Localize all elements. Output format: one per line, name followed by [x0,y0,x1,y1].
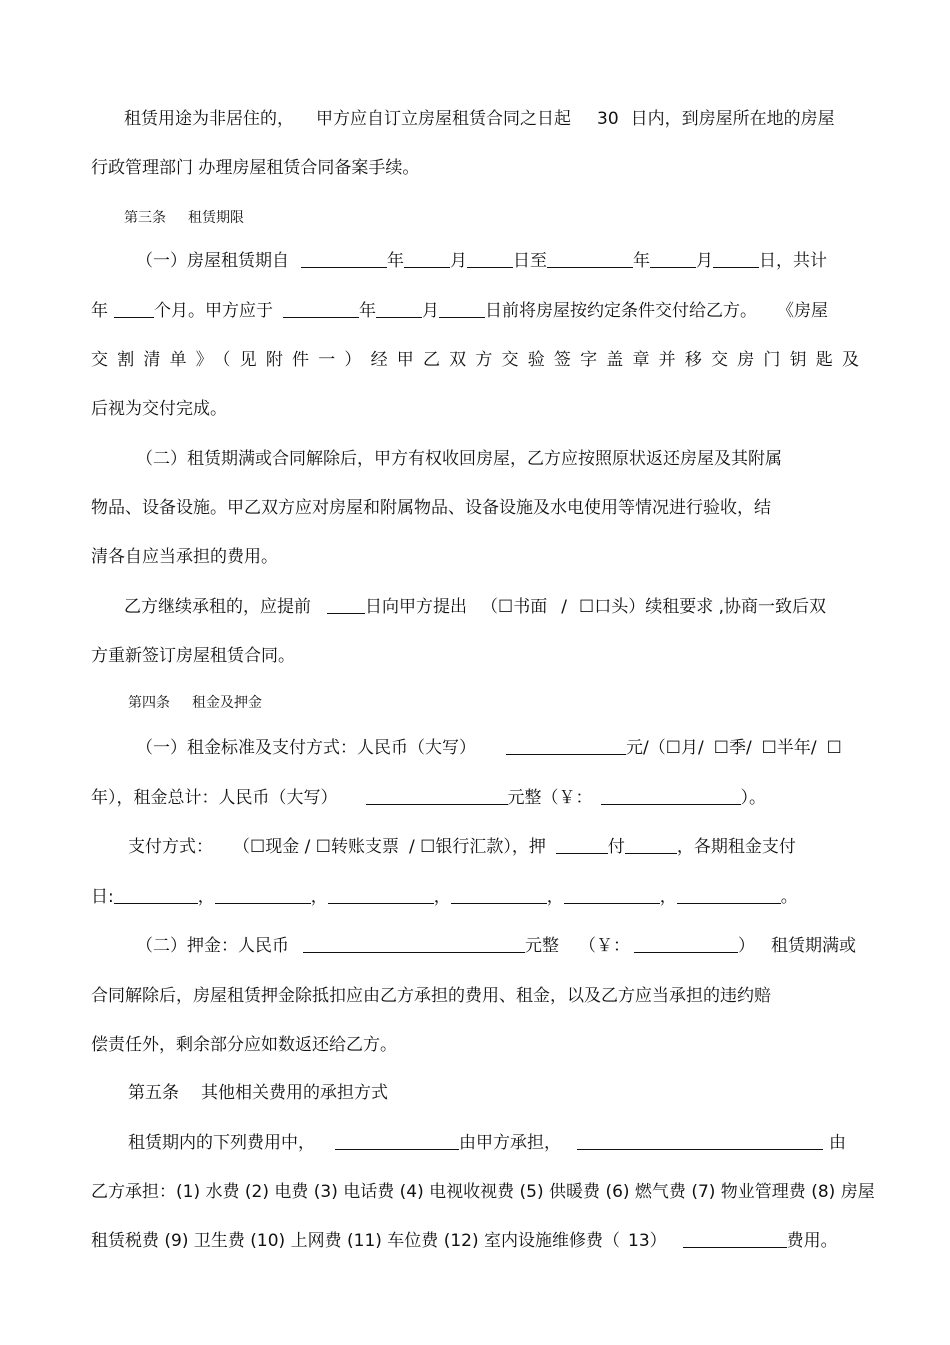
text: （二）押金：人民币 [136,936,289,956]
pay-months-blank[interactable] [625,837,677,854]
deposit-line-1 [136,935,856,957]
start-month-blank[interactable] [404,251,450,268]
text: 个月。甲方应于 [154,301,273,321]
renewal-days-blank[interactable] [327,597,365,614]
text: 月 [450,251,467,271]
article-title: 租赁期限 [188,210,244,226]
article-4-heading [128,692,262,714]
text: （￥： [579,936,630,956]
text: ， [433,887,451,907]
pay-date-blank-4[interactable] [451,887,547,904]
landlord-fees-blank[interactable] [335,1133,459,1150]
text: ， [659,887,677,907]
pay-date-blank-3[interactable] [328,887,434,904]
filing-paragraph-line-1 [124,108,835,130]
text: 甲方应自订立房屋租赁合同之日起 [316,109,571,129]
text: 《房屋 [777,301,828,321]
pay-date-blank-6[interactable] [677,887,781,904]
text: 年 [387,251,404,271]
termination-line-1: （二）租赁期满或合同解除后，甲方有权收回房屋，乙方应按照原状返还房屋及其附属 [136,449,782,469]
text: ） [738,936,755,956]
handover-month-blank[interactable] [376,301,422,318]
deposit-amount-blank[interactable] [303,936,525,953]
verbal-option[interactable]: ☐口头）续租要求 ,协商一致后双 [578,597,827,617]
text: 乙方继续承租的，应提前 [124,597,311,617]
article-number: 第五条 [128,1083,179,1103]
renewal-line-1 [124,596,826,618]
text: 年 [91,301,108,321]
text: 13） [628,1231,667,1251]
fees-line-2: 乙方承担：(1) 水费 (2) 电费 (3) 电话费 (4) 电视收视费 (5) 供暖费 (6) 燃气费 (7) 物业管理费 (8) 房屋 [91,1182,875,1202]
text: 日至 [513,251,547,271]
text: 支付方式： [128,837,213,857]
start-day-blank[interactable] [467,251,513,268]
text: 年 [633,251,650,271]
text: 租赁期满或 [771,936,856,956]
yearly-option[interactable]: ☐ [826,738,842,758]
text: 日前将房屋按约定条件交付给乙方。 [485,301,757,321]
text: 月 [422,301,439,321]
text: 年），租金总计：人民币（大写） [91,788,338,808]
text: 租赁期内的下列费用中， [128,1133,315,1153]
deposit-line-3: 偿责任外，剩余部分应如数返还给乙方。 [91,1035,397,1055]
lease-term-line-1 [136,250,827,272]
other-fee-blank[interactable] [683,1231,787,1248]
quarterly-option[interactable]: ☐季/ [713,738,752,758]
text: 日内，到房屋所在地的房屋 [630,109,835,129]
fees-line-1 [128,1132,846,1154]
text: ， [310,887,328,907]
text: 。 [780,887,798,907]
article-number: 第三条 [124,210,166,226]
deposit-months-blank[interactable] [556,837,608,854]
termination-line-3: 清各自应当承担的费用。 [91,547,278,567]
end-day-blank[interactable] [713,251,759,268]
lease-term-line-2 [91,300,828,322]
text: 付 [607,837,625,857]
text: 月 [696,251,713,271]
text: 元整 [525,936,559,956]
handover-day-blank[interactable] [439,301,485,318]
rent-total-number-blank[interactable] [601,788,741,805]
article-3-heading [124,207,244,229]
text: ， [197,887,215,907]
half-year-option[interactable]: ☐半年/ [761,738,817,758]
payment-line-1 [128,836,796,858]
text: 元整（￥： [507,788,593,808]
text: 日: [91,887,114,907]
text: ，各期租金支付 [676,837,796,857]
renewal-line-2: 方重新签订房屋租赁合同。 [91,646,295,666]
text: 30 [597,109,619,129]
text: 由 [829,1133,846,1153]
tenant-fees-blank[interactable] [577,1133,823,1150]
article-5-heading [128,1082,388,1104]
total-years-blank[interactable] [114,301,154,318]
pay-date-blank-5[interactable] [564,887,660,904]
fees-line-3 [91,1230,838,1252]
article-title: 其他相关费用的承担方式 [201,1083,388,1103]
filing-paragraph-line-2: 行政管理部门 办理房屋租赁合同备案手续。 [91,158,420,178]
transfer-option[interactable]: / ☐银行汇款），押 [409,837,546,857]
text: 日向甲方提出 [365,597,467,617]
rent-amount-blank[interactable] [506,738,626,755]
rent-line-1 [136,737,842,759]
text: 年 [359,301,376,321]
handover-year-blank[interactable] [283,301,359,318]
end-year-blank[interactable] [547,251,633,268]
termination-line-2: 物品、设备设施。甲乙双方应对房屋和附属物品、设备设施及水电使用等情况进行验收，结 [91,498,771,518]
text: （一）房屋租赁期自 [136,251,289,271]
text: 租赁用途为非居住的， [124,109,294,129]
article-title: 租金及押金 [192,695,262,711]
text: 由甲方承担， [459,1133,561,1153]
text: ， [546,887,564,907]
rent-total-blank[interactable] [366,788,508,805]
text: 费用。 [786,1231,838,1251]
deposit-line-2: 合同解除后，房屋租赁押金除抵扣应由乙方承担的费用、租金，以及乙方应当承担的违约赔 [91,986,771,1006]
payment-line-2 [91,886,798,908]
lease-term-line-4: 后视为交付完成。 [91,399,227,419]
article-number: 第四条 [128,695,170,711]
monthly-option[interactable]: 元/（☐月/ [626,738,704,758]
deposit-number-blank[interactable] [634,936,738,953]
text: 租赁税费 (9) 卫生费 (10) 上网费 (11) 车位费 (12) 室内设施维修费（ [91,1231,620,1251]
text: 日，共计 [759,251,827,271]
written-option[interactable]: （☐书面 [481,597,548,617]
pay-date-blank-1[interactable] [114,887,198,904]
text: / [561,597,567,617]
cash-cheque-options[interactable]: （☐现金 / ☐转账支票 [233,837,400,857]
text: （一）租金标准及支付方式：人民币（大写） [136,738,476,758]
text: ）。 [740,788,766,808]
rent-line-2 [91,787,766,809]
pay-date-blank-2[interactable] [215,887,311,904]
end-month-blank[interactable] [650,251,696,268]
start-year-blank[interactable] [301,251,387,268]
lease-term-line-3: 交割清单》（见附件一）经甲乙双方交验签字盖章并移交房门钥匙及 [91,350,859,370]
